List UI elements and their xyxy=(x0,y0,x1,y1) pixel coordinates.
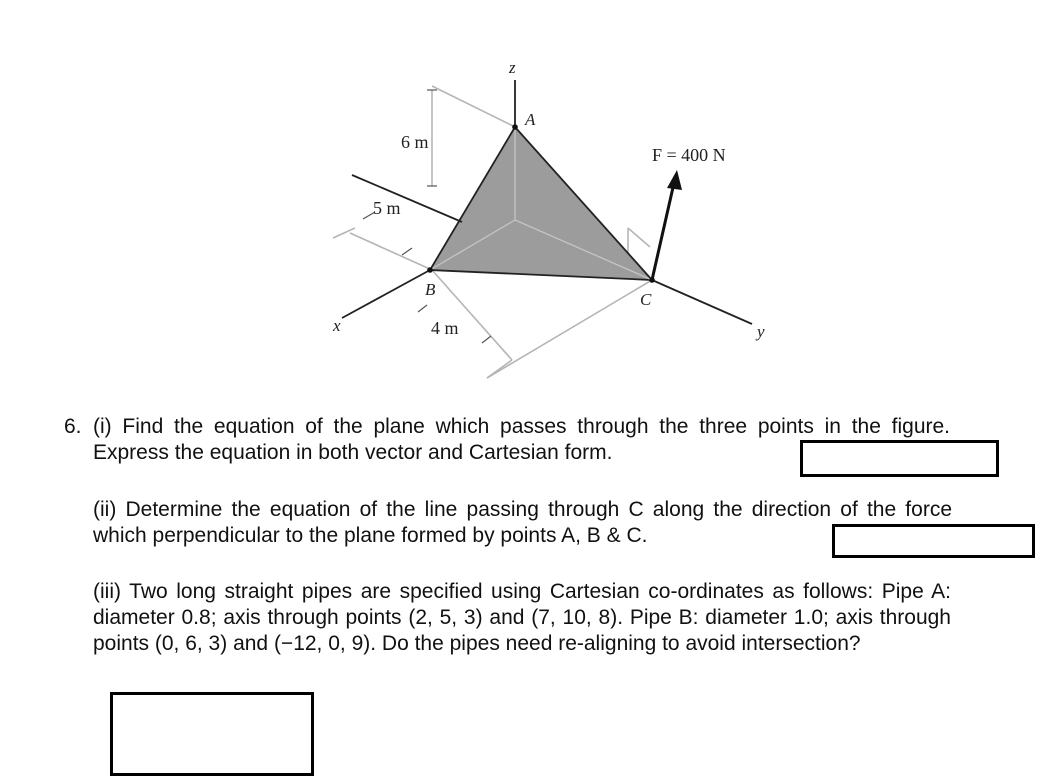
point-b-label: B xyxy=(425,280,436,299)
question-part-i: (i) Find the equation of the plane which passes through the three points in the figure. Express the equation in both vector and Cartesian form. xyxy=(93,415,950,464)
force-label: F = 400 N xyxy=(652,145,726,165)
height-dimension-label: 6 m xyxy=(401,132,429,152)
point-c-dot xyxy=(649,277,655,283)
answer-box-part-iii[interactable] xyxy=(110,692,314,776)
plane-abc xyxy=(430,127,652,280)
y-axis-label: y xyxy=(757,322,765,341)
force-arrow xyxy=(652,170,682,280)
point-b-dot xyxy=(427,267,433,273)
z-axis-label: z xyxy=(509,58,516,77)
question-part-iii: (iii) Two long straight pipes are specified using Cartesian co-ordinates as follows: Pipe A: diameter 0.8; axis through points (2, 5, 3) and (7, 10, 8). Pipe B: diameter 1.0; axis through points (0, 6, 3) and (−12, 0, 9). Do the pipes need re-aligning to avoid intersection? xyxy=(93,580,951,655)
question-part-ii: (ii) Determine the equation of the line passing through C along the direction of the force which perpendicular to the plane formed by points A, B & C. xyxy=(93,498,952,547)
point-c-label: C xyxy=(640,290,652,309)
point-a-dot xyxy=(512,124,518,130)
x-axis-label: x xyxy=(333,316,341,335)
answer-box-part-ii[interactable] xyxy=(832,524,1035,558)
question-number: 6. xyxy=(64,415,82,438)
point-a-label: A xyxy=(525,110,536,129)
y-dimension-label: 4 m xyxy=(431,318,459,338)
answer-box-part-i[interactable] xyxy=(800,440,999,477)
x-dimension-label: 5 m xyxy=(373,198,401,218)
